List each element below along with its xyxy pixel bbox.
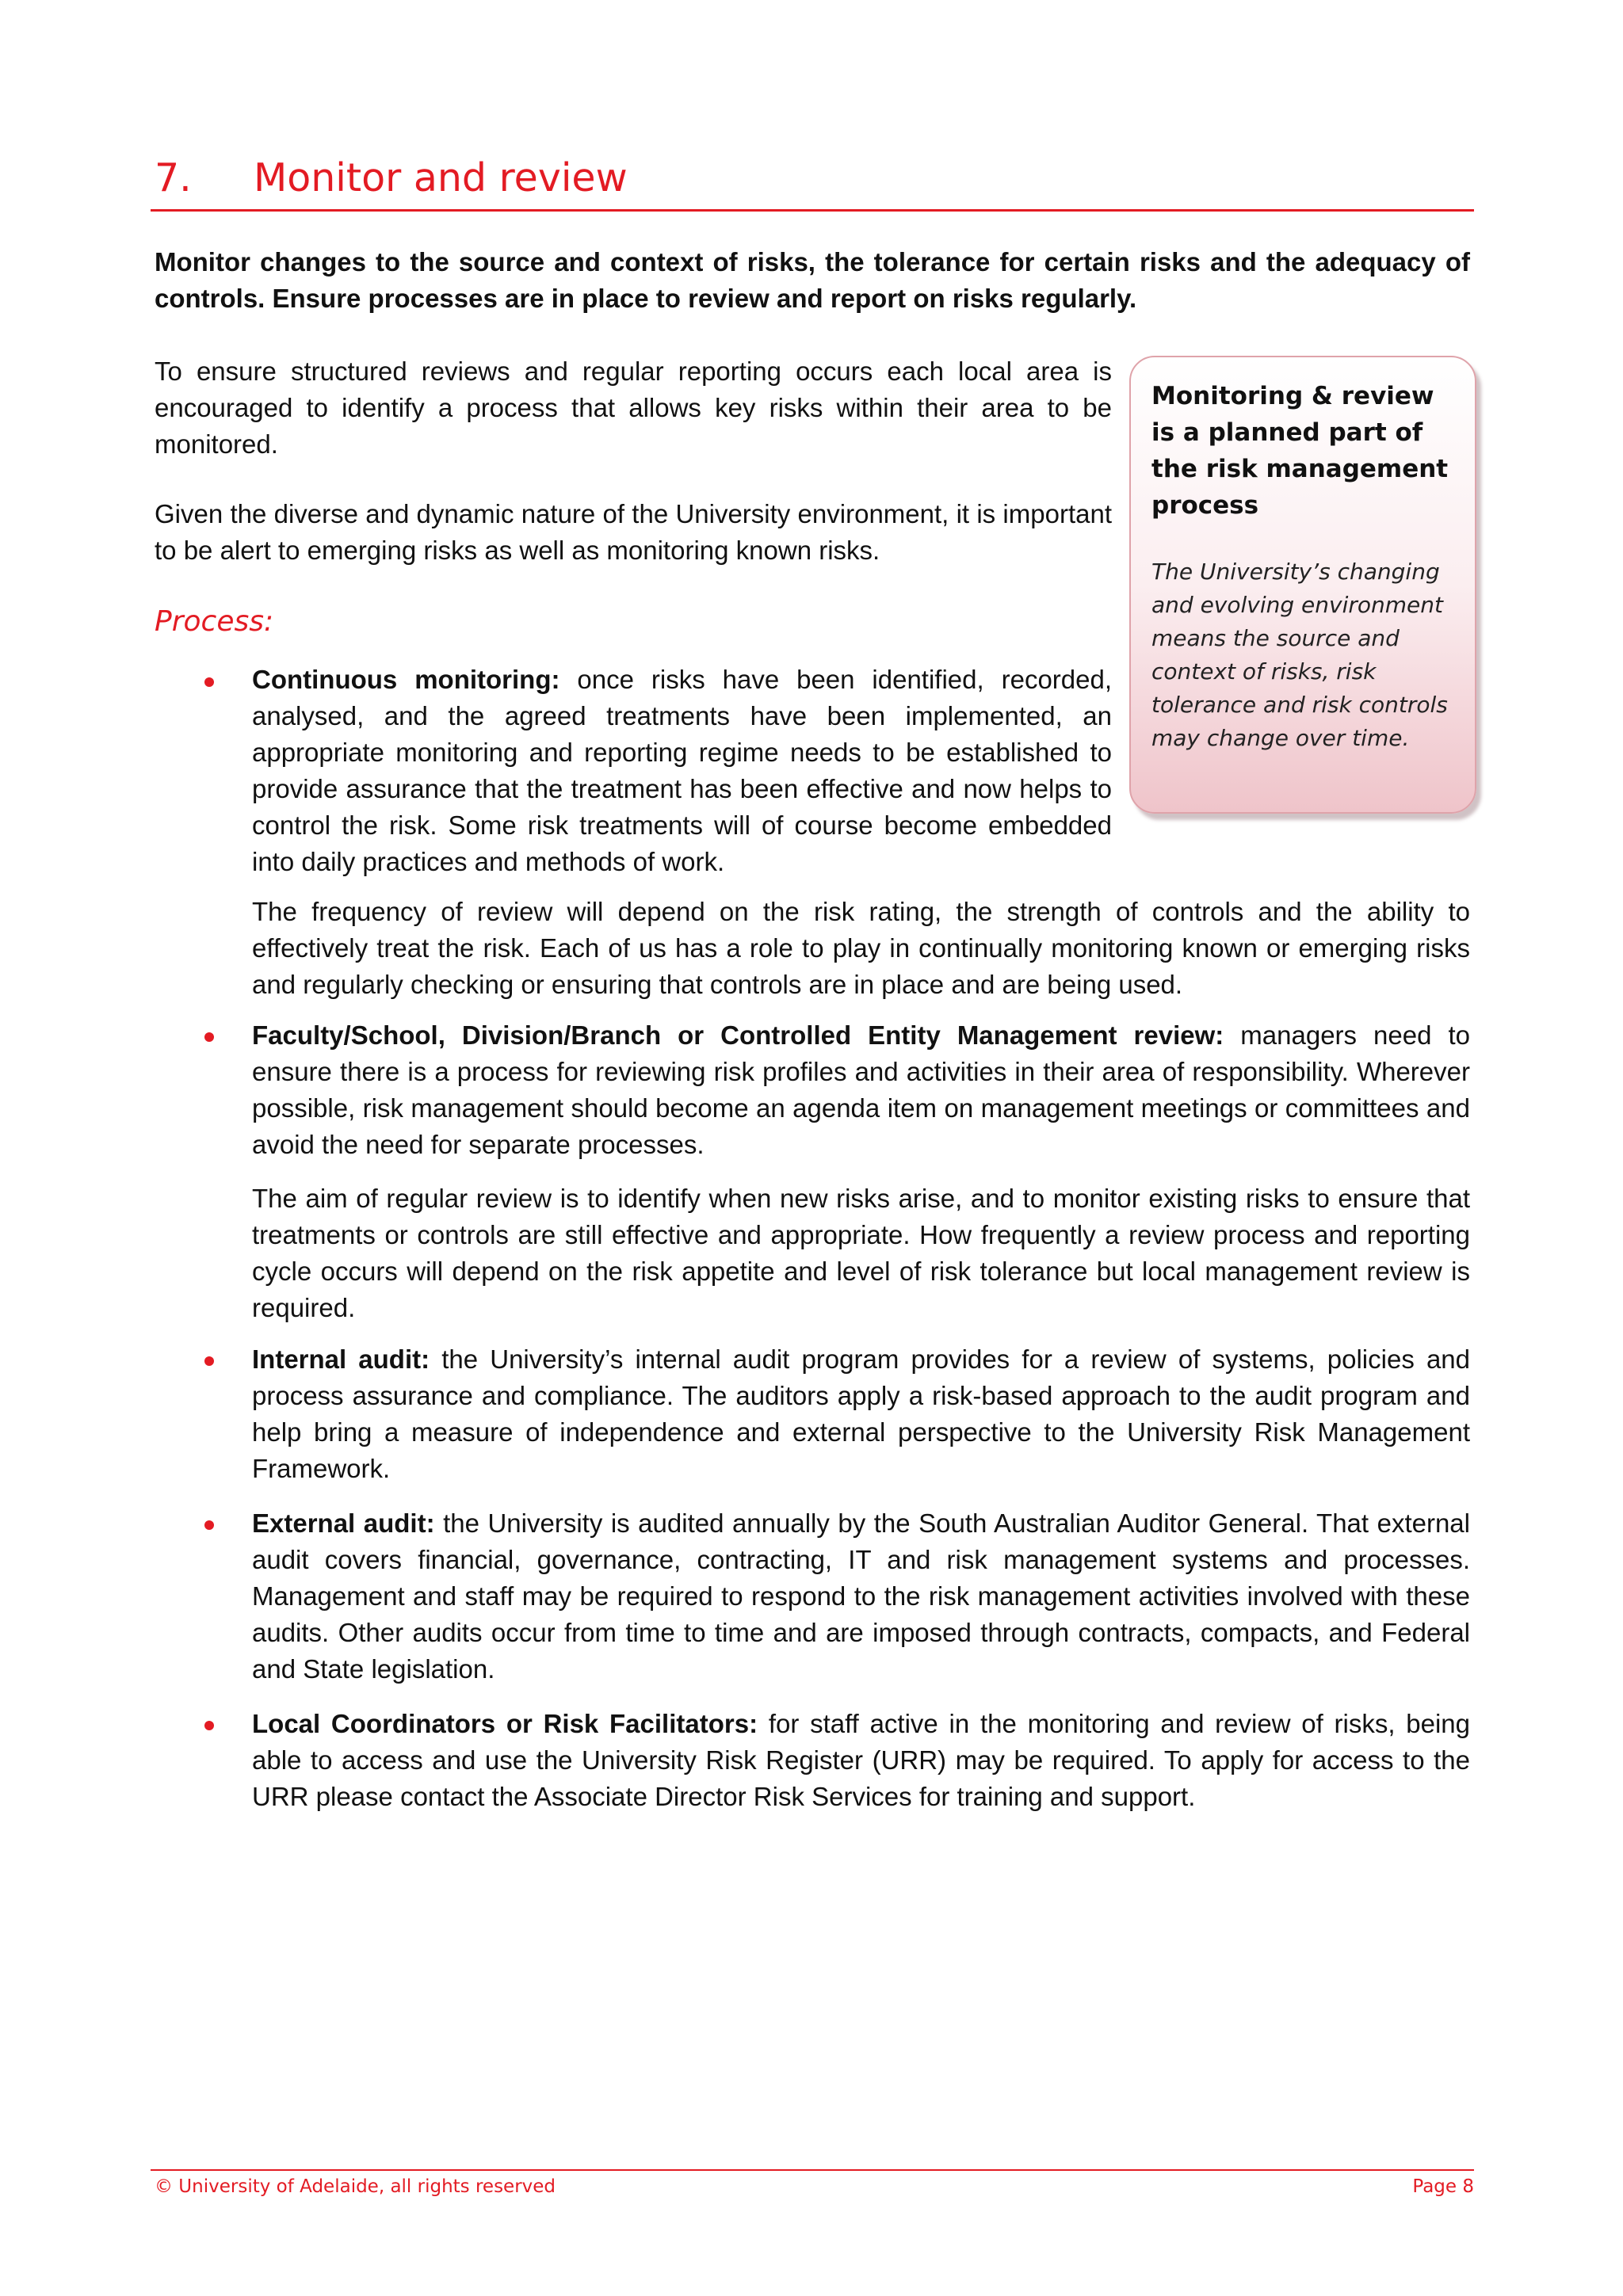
section-number: 7. (155, 155, 192, 200)
item-text: managers need to ensure there is a process for reviewing risk profiles and activities in their area of responsibility. Wherever possible, risk management should become an agenda item on management meetings or committees and avoid the need for separate processes. (252, 1020, 1471, 1159)
page-number: Page 8 (1412, 2176, 1474, 2197)
footer-copyright: © University of Adelaide, all rights reserved (155, 2176, 556, 2197)
item-text: for staff active in the monitoring and review of risks, being able to access and use the University Risk Register (URR) may be required. To apply for access to the URR please contact the Associate Director Risk Services for training and support. (252, 1709, 1471, 1811)
callout-body: The University’s changing and evolving environment means the source and context of risks, risk tolerance and risk controls may change over time. (1151, 559, 1448, 751)
section-heading (155, 155, 1474, 200)
list-item-continuous-monitoring (252, 662, 1112, 880)
bullet-icon (204, 1032, 214, 1042)
bullet-icon (204, 677, 214, 687)
list-item-external-audit (252, 1505, 1470, 1688)
callout-title: Monitoring & review is a planned part of the risk management process (1151, 382, 1449, 520)
item-term: Faculty/School, Division/Branch or Controlled Entity Management review: (252, 1020, 1224, 1050)
footer-divider (151, 2169, 1474, 2171)
list-item-extra-paragraph: The aim of regular review is to identify when new risks arise, and to monitor existing risks to ensure that treatments or controls are still effective and appropriate. How frequently a review process and reporting cycle occurs will depend on the risk appetite and level of risk tolerance but local management review is required. (252, 1184, 1470, 1322)
item-text: the University is audited annually by the South Australian Auditor General. That external audit covers financial, governance, contracting, IT and risk management systems and processes. Management and staff may be required to respond to the risk management activities involved with these audits. Other audits occur from time to time and are imposed through contracts, compacts, and Federal and State legislation. (252, 1508, 1470, 1684)
list-item-management-review (252, 1017, 1470, 1163)
item-term: Internal audit: (252, 1344, 430, 1374)
item-term: Local Coordinators or Risk Facilitators: (252, 1709, 758, 1738)
callout-box (1129, 356, 1476, 814)
intro-paragraph-2: Given the diverse and dynamic nature of the University environment, it is important to be alert to emerging risks as well as monitoring known risks. (155, 499, 1112, 565)
bullet-icon (204, 1356, 214, 1366)
item-term: Continuous monitoring: (252, 665, 560, 694)
item-text: once risks have been identified, recorded, analysed, and the agreed treatments have been implemented, an appropriate monitoring and reporting regime needs to be established to provide assurance that the treatment has been effective and now helps to control the risk. Some risk treatments will of course become embedded into daily practices and methods of work. (252, 665, 1113, 876)
bullet-icon (204, 1520, 214, 1530)
list-item-internal-audit (252, 1341, 1470, 1487)
heading-divider (151, 209, 1474, 212)
section-summary: Monitor changes to the source and context of risks, the tolerance for certain risks and the adequacy of controls. Ensure processes are in place to review and report on risks regularly. (155, 247, 1470, 313)
item-term: External audit: (252, 1508, 435, 1538)
item-text: the University’s internal audit program provides for a review of systems, policies and process assurance and compliance. The auditors apply a risk-based approach to the audit program and help bring a measure of independence and external perspective to the University Risk Management Framework. (252, 1344, 1470, 1483)
list-item-extra-paragraph: The frequency of review will depend on the risk rating, the strength of controls and the ability to effectively treat the risk. Each of us has a role to play in continually monitoring known or emerging risks and regularly checking or ensuring that controls are in place and are being used. (252, 897, 1470, 999)
intro-paragraph-1: To ensure structured reviews and regular reporting occurs each local area is encouraged to identify a process that allows key risks within their area to be monitored. (155, 357, 1112, 459)
list-item-local-coordinators (252, 1706, 1470, 1815)
process-heading: Process: (155, 605, 274, 638)
bullet-icon (204, 1721, 214, 1730)
section-title: Monitor and review (254, 155, 628, 200)
